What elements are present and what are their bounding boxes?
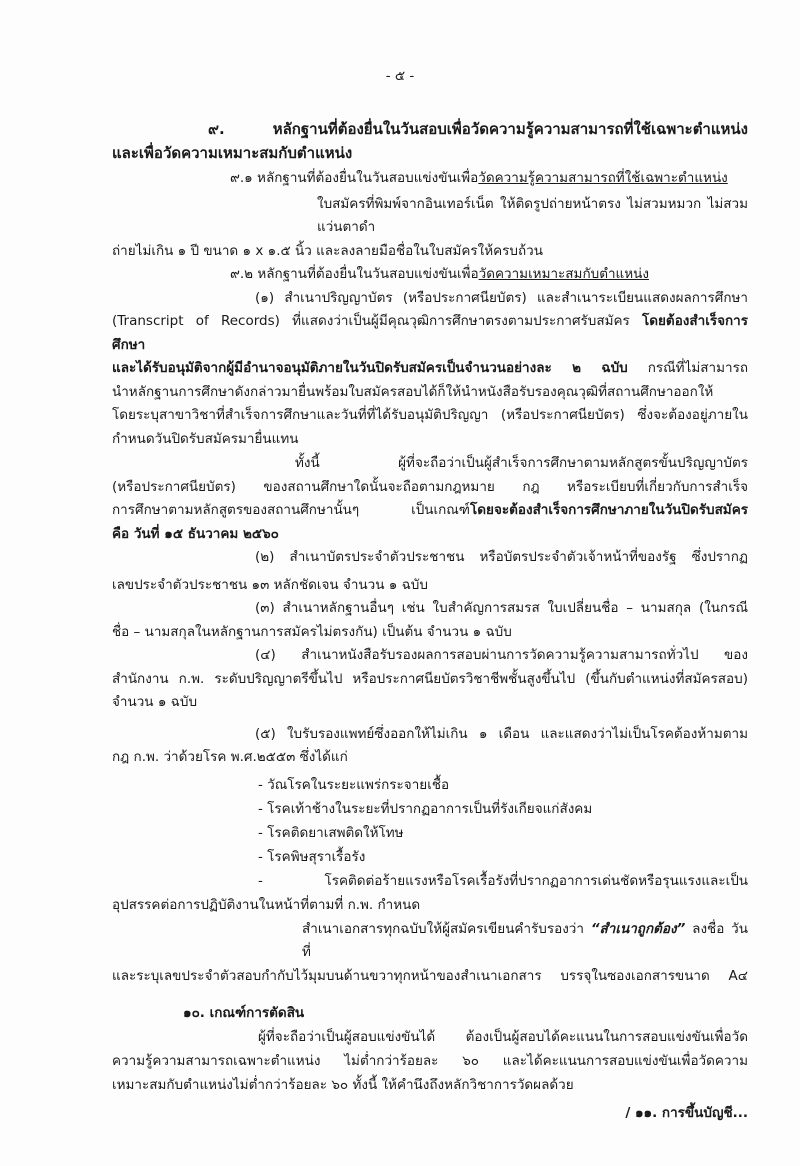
text-line — [112, 822, 748, 846]
text-line — [112, 167, 748, 191]
text-segment: - โรคพิษสุราเรื้อรัง — [258, 849, 366, 865]
text-line — [112, 1026, 748, 1050]
emphasized-text: คือ วันที่ ๑๕ ธันวาคม ๒๕๖๐ — [112, 525, 279, 542]
emphasized-text: / ๑๑. การขึ้นบัญชี... — [625, 1105, 748, 1121]
text-segment: ถ่ายไม่เกิน ๑ ปี ขนาด ๑ x ๑.๕ นิ้ว และลงลายมือชื่อในใบสมัครให้ครบถ้วน — [112, 242, 543, 259]
text-line — [112, 381, 748, 405]
text-line — [112, 193, 748, 240]
text-segment: นำหลักฐานการศึกษาดังกล่าวมายื่นพร้อมใบสมัครสอบได้ก็ให้นำหนังสือรับรองคุณวุฒิที่สถานศึกษาออกให้ — [112, 383, 714, 400]
text-line — [112, 357, 748, 381]
text-line — [112, 574, 748, 598]
text-segment: สำนักงาน ก.พ. ระดับปริญญาตรีขึ้นไป หรือประกาศนียบัตรวิชาชีพชั้นสูงขึ้นไป (ขึ้นกับตำแหน่งที่สมัครสอบ) — [112, 670, 748, 687]
text-segment: - โรคติดยาเสพติดให้โทษ — [258, 824, 404, 841]
text-segment: ใบสมัครที่พิมพ์จากอินเทอร์เน็ต ให้ติดรูปถ่ายหน้าตรง ไม่สวมหมวก ไม่สวมแว่นตาดำ — [317, 195, 748, 235]
text-line — [112, 870, 748, 894]
emphasized-text: โดยต้องสำเร็จการศึกษา — [112, 313, 748, 353]
text-segment: การศึกษาตามหลักสูตรของสถานศึกษานั้นๆ เป็นเกณฑ์ — [112, 502, 471, 518]
emphasized-text: “สำเนาถูกต้อง” — [590, 920, 686, 937]
text-line — [112, 965, 748, 989]
text-line — [112, 723, 748, 747]
text-line — [112, 1074, 748, 1098]
text-segment: - วัณโรคในระยะแพร่กระจายเชื้อ — [258, 776, 450, 793]
text-line — [112, 918, 748, 965]
text-line — [112, 476, 748, 500]
text-line — [112, 287, 748, 311]
text-segment: ทั้งนี้ ผู้ที่จะถือว่าเป็นผู้สำเร็จการศึกษาตามหลักสูตรขั้นปริญญาบัตร — [295, 455, 748, 471]
emphasized-text: และเพื่อวัดความเหมาะสมกับตำแหน่ง — [112, 143, 353, 162]
text-segment: (๔) สำเนาหนังสือรับรองผลการสอบผ่านการวัดความรู้ความสามารถทั่วไป ของ — [255, 647, 748, 663]
text-segment: ผู้ที่จะถือว่าเป็นผู้สอบแข่งขันได้ ต้องเป็นผู้สอบได้คะแนนในการสอบแข่งขันเพื่อวัด — [258, 1028, 748, 1045]
text-segment: เหมาะสมกับตำแหน่งไม่ต่ำกว่าร้อยละ ๖๐ ทั้งนี้ ให้คำนึงถึงหลักวิชาการวัดผลด้วย — [112, 1076, 574, 1093]
text-segment: อุปสรรคต่อการปฏิบัติงานในหน้าที่ตามที่ ก.พ. กำหนด — [112, 897, 421, 913]
text-segment: ๙.๒ หลักฐานที่ต้องยื่นในวันสอบแข่งขันเพื่อ — [230, 266, 479, 282]
continuation-note — [112, 1102, 748, 1126]
text-line — [112, 523, 748, 547]
text-line — [112, 774, 748, 798]
text-segment: (๕) ใบรับรองแพทย์ซึ่งออกให้ไม่เกิน ๑ เดือน และแสดงว่าไม่เป็นโรคต้องห้ามตาม — [255, 725, 748, 742]
text-line — [112, 691, 748, 715]
text-line — [112, 846, 748, 870]
text-line — [112, 798, 748, 822]
text-segment: (๒) สำเนาบัตรประจำตัวประชาชน หรือบัตรประจำตัวเจ้าหน้าที่ของรัฐ ซึ่งปรากฏ — [255, 549, 748, 565]
emphasized-text: ๙. หลักฐานที่ต้องยื่นในวันสอบเพื่อวัดความรู้ความสามารถที่ใช้เฉพาะตำแหน่ง — [208, 120, 748, 138]
text-line — [112, 142, 748, 166]
text-line — [112, 452, 748, 476]
text-segment: (Transcript of Records) ที่แสดงว่าเป็นผู้มีคุณวุฒิการศึกษาตรงตามประกาศรับสมัคร — [112, 313, 642, 329]
emphasized-text: ๑๐. เกณฑ์การตัดสิน — [183, 1005, 305, 1021]
text-segment: ลงชื่อ วันที่ — [302, 920, 748, 960]
text-line — [112, 644, 748, 668]
text-segment: สำเนาเอกสารทุกฉบับให้ผู้สมัครเขียนคำรับรองว่า — [302, 920, 591, 937]
page-number: - ๕ - — [385, 68, 415, 84]
section-heading — [112, 118, 748, 142]
text-segment: (๓) สำเนาหลักฐานอื่นๆ เช่น ใบสำคัญการสมรส ใบเปลี่ยนชื่อ – นามสกุล (ในกรณี — [255, 600, 748, 616]
text-segment: โดยระบุสาขาวิชาที่สำเร็จการศึกษาและวันที่ที่ได้รับอนุมัติปริญญา (หรือประกาศนียบัตร) ซึ่งจะต้องอยู่ภายใน — [112, 407, 748, 423]
text-line — [112, 263, 748, 287]
text-line — [112, 404, 748, 428]
text-line — [112, 1050, 748, 1074]
underlined-text: วัดความเหมาะสมกับตำแหน่ง — [478, 266, 649, 282]
text-line — [112, 894, 748, 918]
text-line — [112, 310, 748, 357]
underlined-text: วัดความรู้ความสามารถที่ใช้เฉพาะตำแหน่ง — [478, 170, 728, 186]
text-line — [112, 499, 748, 523]
text-line — [112, 621, 748, 645]
emphasized-text: และได้รับอนุมัติจากผู้มีอำนาจอนุมัติภายในวันปิดรับสมัครเป็นจำนวนอย่างละ ๒ ฉบับ — [112, 360, 628, 376]
text-segment: และระบุเลขประจำตัวสอบกำกับไว้มุมบนด้านขวาทุกหน้าของสำเนาเอกสาร บรรจุในซองเอกสารขนาด A๔ — [112, 967, 748, 984]
text-segment: - โรคติดต่อร้ายแรงหรือโรคเรื้อรังที่ปรากฏอาการเด่นชัดหรือรุนแรงและเป็น — [258, 872, 748, 889]
emphasized-text: โดยจะต้องสำเร็จการศึกษาภายในวันปิดรับสมัคร — [470, 502, 748, 518]
text-segment: ความรู้ความสามารถเฉพาะตำแหน่ง ไม่ต่ำกว่าร้อยละ ๖๐ และได้คะแนนการสอบแข่งขันเพื่อวัดความ — [112, 1053, 748, 1069]
text-segment: (หรือประกาศนียบัตร) ของสถานศึกษาใดนั้นจะถือตามกฎหมาย กฎ หรือระเบียบที่เกี่ยวกับการสำเร็จ — [112, 478, 748, 495]
text-line — [112, 746, 748, 770]
text-segment: (๑) สำเนาปริญญาบัตร (หรือประกาศนียบัตร) และสำเนาระเบียนแสดงผลการศึกษา — [255, 289, 748, 306]
text-line — [112, 240, 748, 264]
text-segment: - โรคเท้าช้างในระยะที่ปรากฏอาการเป็นที่รังเกียจแก่สังคม — [258, 801, 593, 817]
text-line — [112, 668, 748, 692]
text-segment: ๙.๑ หลักฐานที่ต้องยื่นในวันสอบแข่งขันเพื่อ — [230, 170, 479, 186]
text-segment: กำหนดวันปิดรับสมัครมายื่นแทน — [112, 430, 299, 447]
text-segment: จำนวน ๑ ฉบับ — [112, 694, 198, 710]
document-body — [112, 118, 748, 1126]
text-line — [112, 428, 748, 452]
text-segment: กฎ ก.พ. ว่าด้วยโรค พ.ศ.๒๕๕๓ ซึ่งได้แก่ — [112, 749, 348, 765]
text-segment: ชื่อ – นามสกุลในหลักฐานการสมัครไม่ตรงกัน) เป็นต้น จำนวน ๑ ฉบับ — [112, 623, 512, 640]
text-line — [112, 546, 748, 570]
text-segment: กรณีที่ไม่สามารถ — [627, 360, 748, 376]
text-line — [112, 597, 748, 621]
section-heading — [112, 1002, 748, 1026]
text-segment: เลขประจำตัวประชาชน ๑๓ หลักชัดเจน จำนวน ๑ ฉบับ — [112, 576, 428, 593]
